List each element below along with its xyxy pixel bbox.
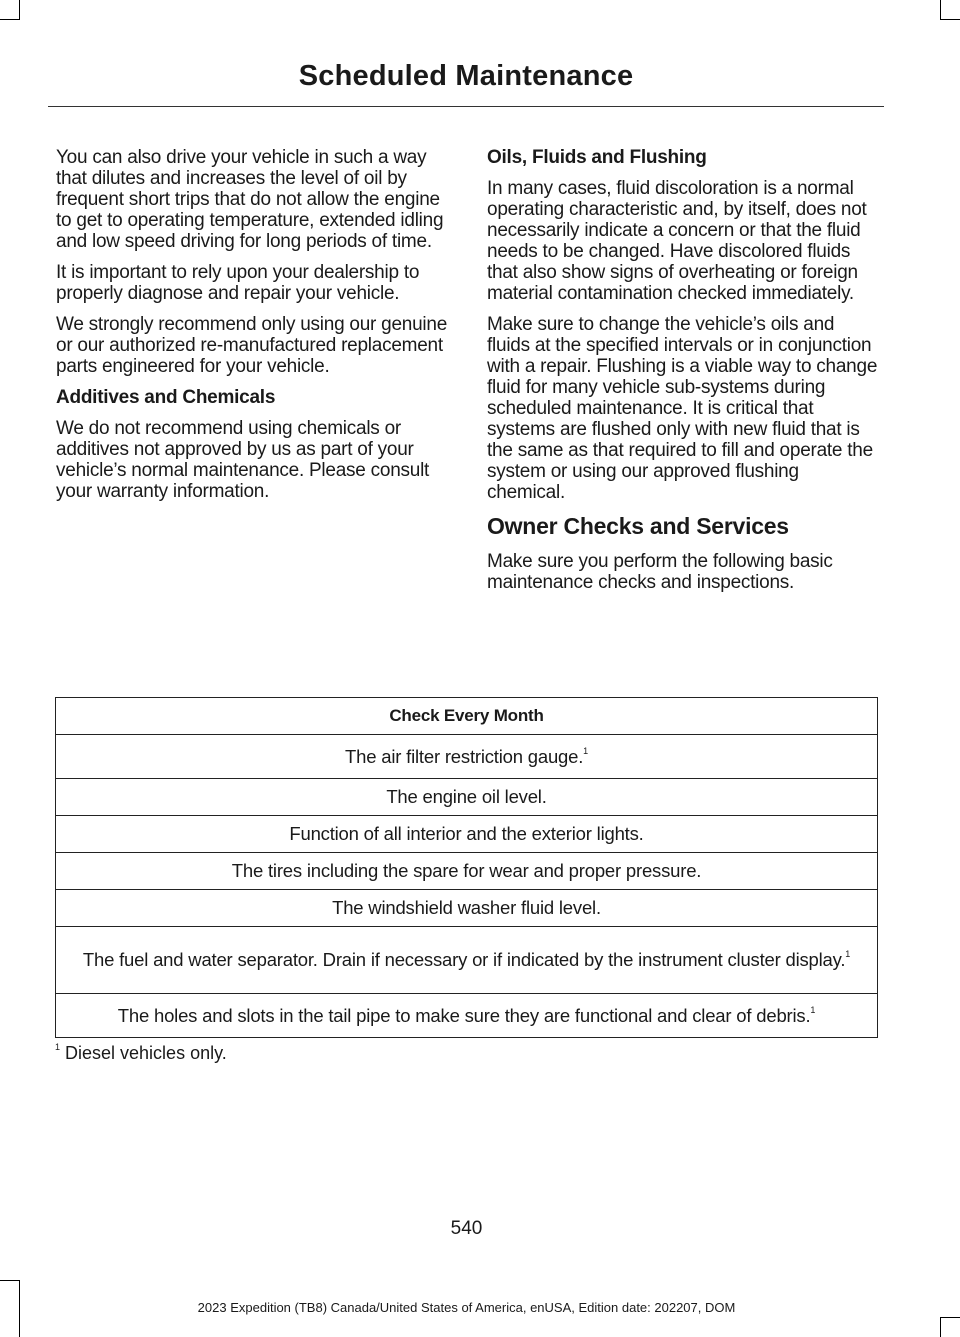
footnote-text: Diesel vehicles only.	[60, 1043, 227, 1063]
table-row	[56, 890, 878, 927]
crop-mark	[940, 1317, 941, 1337]
cell-text: The windshield washer fluid level.	[332, 897, 601, 918]
paragraph: It is important to rely upon your dealership to properly diagnose and repair your vehicle.	[56, 262, 420, 304]
table-cell	[56, 735, 878, 779]
left-column	[56, 147, 448, 512]
section-heading-additives: Additives and Chemicals	[56, 387, 276, 408]
cell-text: The engine oil level.	[386, 786, 547, 807]
footnote-ref: 1	[845, 949, 851, 959]
paragraph: We do not recommend using chemicals or additives not approved by us as part of your vehicle’s normal maintenance. Please consult your warranty information.	[56, 418, 430, 502]
footnote	[55, 1043, 227, 1064]
cell-text: The tires including the spare for wear and proper pressure.	[231, 860, 702, 881]
footnote-marker: 1	[55, 1042, 61, 1052]
table-cell	[56, 890, 878, 927]
paragraph: Make sure to change the vehicle’s oils and fluids at the specified intervals or in conjunction with a repair. Flushing is a viable way to change fluid for many vehicle sub-systems during scheduled maintenance. It is critical that systems are flushed only with new fluid that is the same as that required to fill and operate the system or using our approved flushing chemical.	[487, 314, 878, 503]
monthly-checks-table	[55, 697, 878, 1038]
table-header: Check Every Month	[56, 698, 878, 735]
table-header-row	[56, 698, 878, 735]
table-cell	[56, 779, 878, 816]
edition-line: 2023 Expedition (TB8) Canada/United States of America, enUSA, Edition date: 202207, DOM	[197, 1300, 736, 1315]
page-title: Scheduled Maintenance	[298, 60, 634, 92]
table-row	[56, 994, 878, 1038]
table-cell	[56, 994, 878, 1038]
table-row	[56, 816, 878, 853]
crop-mark	[940, 0, 941, 20]
table-row	[56, 779, 878, 816]
section-heading-owner-checks: Owner Checks and Services	[487, 513, 789, 539]
cell-text: The air filter restriction gauge.	[345, 745, 584, 767]
section-heading-oils: Oils, Fluids and Flushing	[487, 147, 707, 168]
table-cell	[56, 927, 878, 994]
crop-mark	[940, 19, 960, 20]
table-row	[56, 735, 878, 779]
cell-text: The fuel and water separator. Drain if necessary or if indicated by the instrument cluster display.	[82, 949, 846, 970]
paragraph: In many cases, fluid discoloration is a normal operating characteristic and, by itself, does not necessarily indicate a concern or that the fluid needs to be changed. Have discolored fluids that also show signs of overheating or foreign material contamination checked immediately.	[487, 178, 867, 304]
cell-text: The holes and slots in the tail pipe to make sure they are functional and clear of debris.	[117, 1004, 811, 1026]
table-cell	[56, 816, 878, 853]
crop-mark	[940, 1317, 960, 1318]
table-row	[56, 853, 878, 890]
paragraph: Make sure you perform the following basic maintenance checks and inspections.	[487, 551, 833, 593]
footnote-ref: 1	[810, 1004, 816, 1015]
cell-text: Function of all interior and the exterior lights.	[289, 823, 644, 844]
footnote-ref: 1	[583, 745, 588, 756]
paragraph: You can also drive your vehicle in such a way that dilutes and increases the level of oil by frequent short trips that do not allow the engine to get to operating temperature, extended idling and low speed driving for long periods of time.	[56, 147, 444, 252]
right-column	[487, 147, 880, 603]
page-number: 540	[450, 1218, 483, 1239]
crop-mark	[19, 0, 20, 20]
header-divider	[48, 106, 884, 107]
table-row	[56, 927, 878, 994]
crop-mark	[0, 1280, 20, 1281]
crop-mark	[0, 19, 20, 20]
paragraph: We strongly recommend only using our genuine or our authorized re-manufactured replacement parts engineered for your vehicle.	[56, 314, 448, 377]
table-cell	[56, 853, 878, 890]
